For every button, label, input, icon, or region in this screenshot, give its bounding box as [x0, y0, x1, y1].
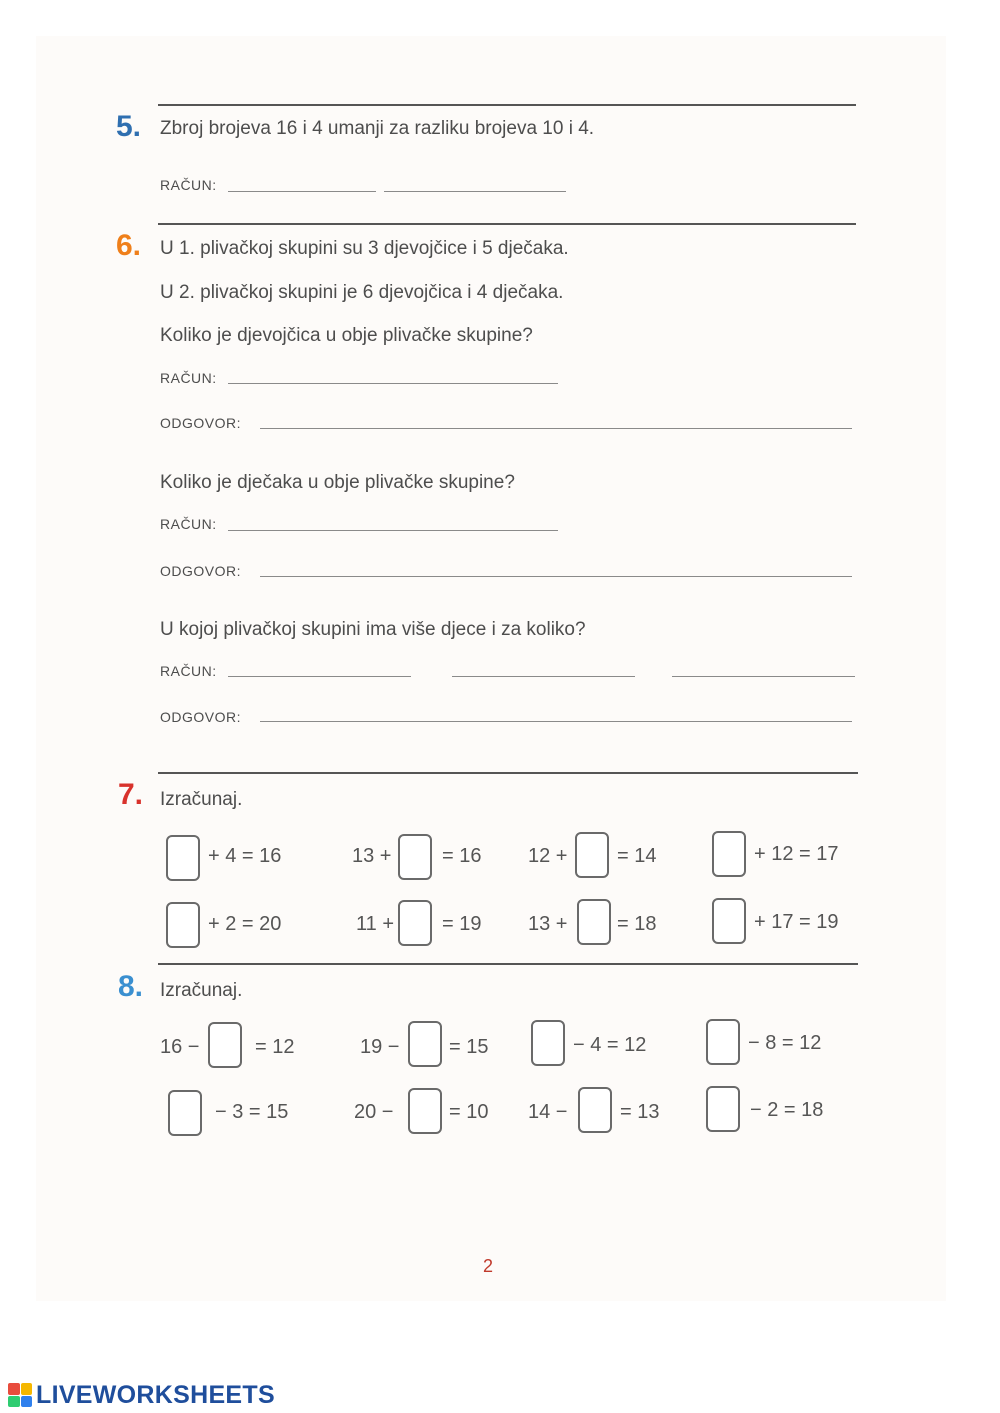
q6-boys-racun-blank[interactable]: [228, 530, 558, 531]
q6-question-girls: Koliko je djevojčica u obje plivačke skupine?: [160, 325, 533, 346]
q7-answer-box[interactable]: [575, 832, 609, 878]
q8-expression-part: − 2 = 18: [750, 1099, 824, 1121]
q6-question-difference: U kojoj plivačkoj skupini ima više djece i za koliko?: [160, 619, 586, 640]
q8-answer-box[interactable]: [706, 1019, 740, 1065]
q6-boys-racun-label: RAČUN:: [160, 516, 217, 532]
q8-number: 8.: [118, 970, 144, 1003]
q8-top-rule: [158, 963, 858, 965]
q6-diff-racun-blank-1[interactable]: [228, 676, 411, 677]
q7-number: 7.: [118, 778, 144, 811]
q7-answer-box[interactable]: [398, 834, 432, 880]
q5-racun-blank-2[interactable]: [384, 191, 566, 192]
q6-diff-racun-label: RAČUN:: [160, 663, 217, 679]
q5-top-rule: [158, 104, 856, 106]
q7-answer-box[interactable]: [577, 899, 611, 945]
q8-expression-part: = 15: [449, 1036, 489, 1058]
q7-expression-part: 12 +: [528, 845, 568, 867]
q8-expression-part: − 8 = 12: [748, 1032, 822, 1054]
q8-expression-part: 14 −: [528, 1101, 568, 1123]
q5-text: Zbroj brojeva 16 i 4 umanji za razliku brojeva 10 i 4.: [160, 118, 595, 139]
q7-answer-box[interactable]: [166, 835, 200, 881]
q6-line-1: U 1. plivačkoj skupini su 3 djevojčice i 5 dječaka.: [160, 238, 569, 259]
q7-top-rule: [158, 772, 858, 774]
q6-diff-odgovor-label: ODGOVOR:: [160, 709, 242, 725]
q6-girls-odgovor-blank[interactable]: [260, 428, 852, 429]
q7-answer-box[interactable]: [166, 902, 200, 948]
q8-expression-part: − 3 = 15: [215, 1101, 289, 1123]
q6-diff-odgovor-blank[interactable]: [260, 721, 852, 722]
q8-expression-part: 16 −: [160, 1036, 200, 1058]
q8-answer-box[interactable]: [208, 1022, 242, 1068]
q7-expression-part: = 16: [442, 845, 482, 867]
q8-expression-part: = 13: [620, 1101, 660, 1123]
q6-diff-racun-blank-3[interactable]: [672, 676, 855, 677]
q7-answer-box[interactable]: [712, 898, 746, 944]
q8-answer-box[interactable]: [408, 1021, 442, 1067]
q7-answer-box[interactable]: [712, 831, 746, 877]
q5-number: 5.: [116, 110, 142, 143]
q8-expression-part: = 10: [449, 1101, 489, 1123]
q8-answer-box[interactable]: [706, 1086, 740, 1132]
q6-girls-racun-label: RAČUN:: [160, 370, 217, 386]
q8-title: Izračunaj.: [160, 980, 243, 1001]
q6-girls-odgovor-label: ODGOVOR:: [160, 415, 242, 431]
q6-question-boys: Koliko je dječaka u obje plivačke skupine?: [160, 472, 515, 493]
q7-expression-part: + 17 = 19: [754, 911, 839, 933]
q7-expression-part: = 14: [617, 845, 657, 867]
q6-girls-racun-blank[interactable]: [228, 383, 558, 384]
q7-title: Izračunaj.: [160, 789, 243, 810]
q5-racun-blank-1[interactable]: [228, 191, 376, 192]
q7-expression-part: 13 +: [352, 845, 392, 867]
q6-boys-odgovor-label: ODGOVOR:: [160, 563, 242, 579]
logo-text: LIVEWORKSHEETS: [36, 1380, 275, 1409]
q8-answer-box[interactable]: [168, 1090, 202, 1136]
q7-expression-part: = 18: [617, 913, 657, 935]
q8-expression-part: 19 −: [360, 1036, 400, 1058]
q5-racun-label: RAČUN:: [160, 177, 217, 193]
q7-answer-box[interactable]: [398, 900, 432, 946]
q8-answer-box[interactable]: [578, 1087, 612, 1133]
q7-expression-part: + 4 = 16: [208, 845, 282, 867]
q7-expression-part: + 12 = 17: [754, 843, 839, 865]
q6-boys-odgovor-blank[interactable]: [260, 576, 852, 577]
q8-expression-part: = 12: [255, 1036, 295, 1058]
q7-expression-part: 11 +: [356, 913, 394, 935]
page-number: 2: [483, 1256, 494, 1276]
q8-expression-part: − 4 = 12: [573, 1034, 647, 1056]
q6-diff-racun-blank-2[interactable]: [452, 676, 635, 677]
liveworksheets-logo[interactable]: [8, 1380, 275, 1410]
q7-expression-part: = 19: [442, 913, 482, 935]
q8-answer-box[interactable]: [531, 1020, 565, 1066]
liveworksheets-logo-icon: [8, 1383, 32, 1407]
q8-expression-part: 20 −: [354, 1101, 394, 1123]
q8-answer-box[interactable]: [408, 1088, 442, 1134]
q6-number: 6.: [116, 229, 142, 262]
q7-expression-part: + 2 = 20: [208, 913, 282, 935]
q7-expression-part: 13 +: [528, 913, 568, 935]
q6-line-2: U 2. plivačkoj skupini je 6 djevojčica i 4 dječaka.: [160, 282, 564, 303]
q6-top-rule: [158, 223, 856, 225]
